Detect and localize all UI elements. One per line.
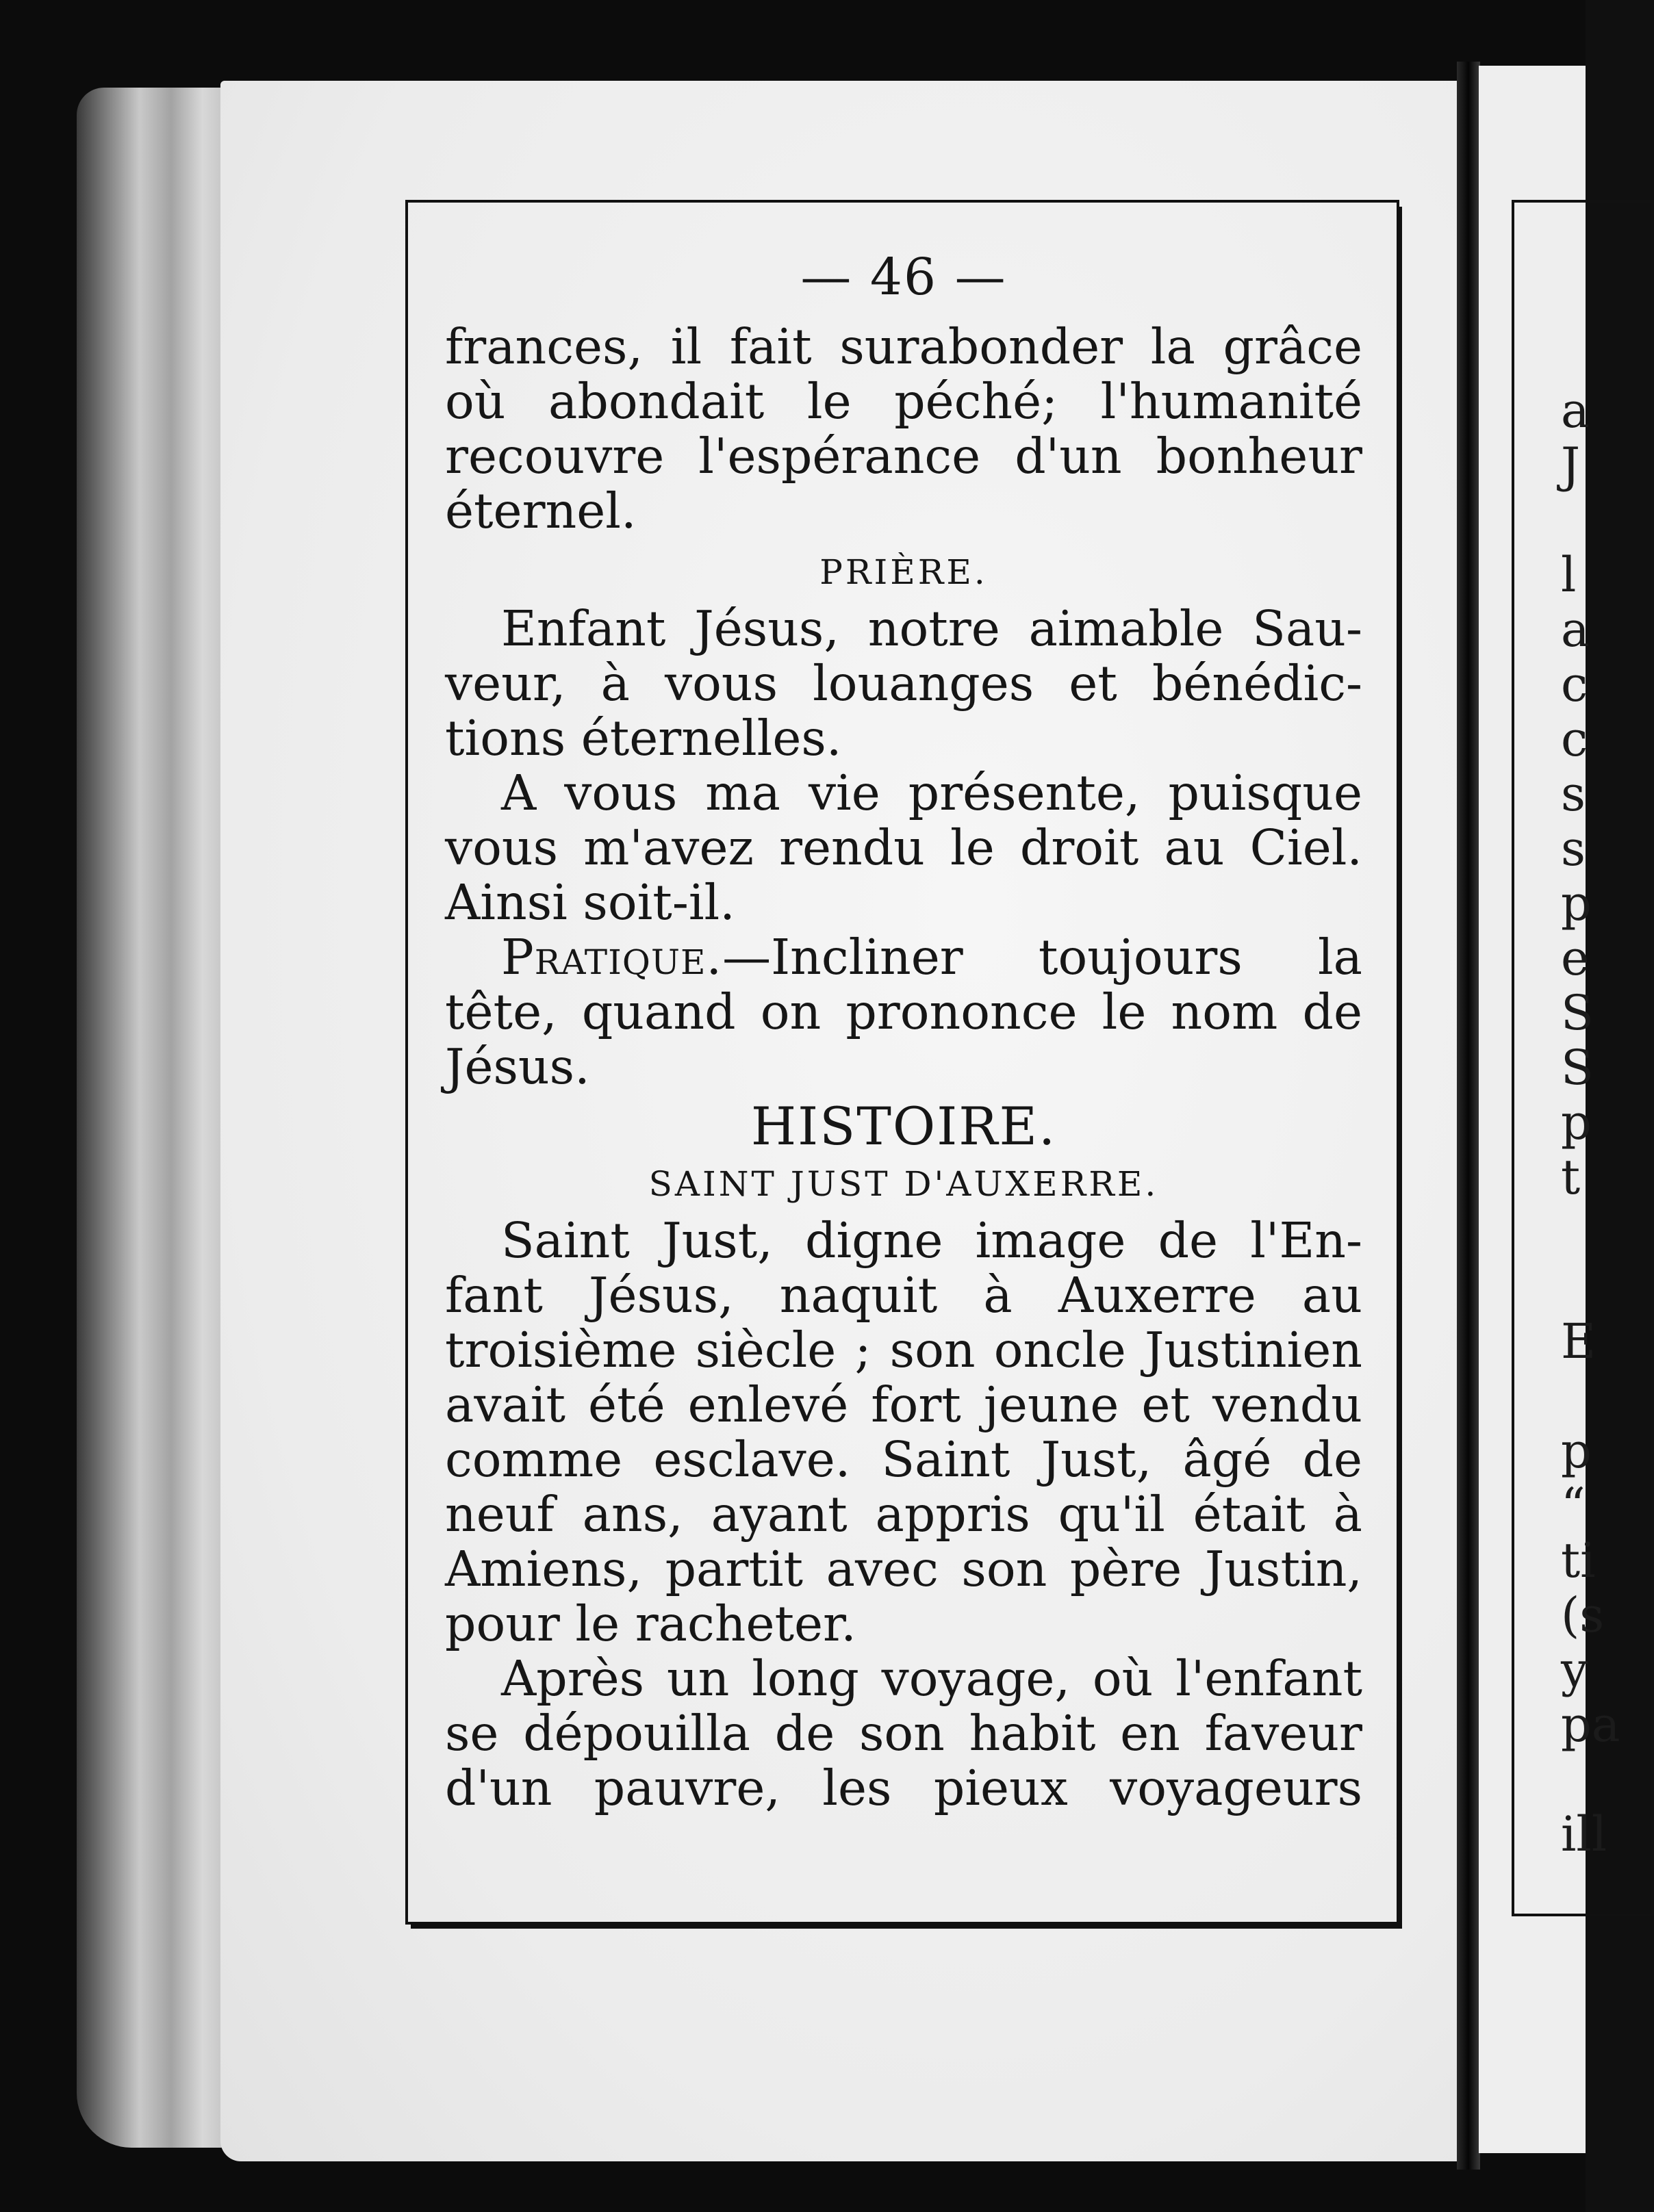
- fragment: s: [1561, 821, 1586, 877]
- heading-histoire: HISTOIRE.: [750, 1096, 1057, 1157]
- fragment: y: [1561, 1642, 1588, 1698]
- text-line: recouvre l'espérance d'un bonheur: [445, 428, 1362, 485]
- fragment: [1561, 493, 1588, 548]
- page-text: [445, 250, 1362, 1816]
- text-line: Saint Just, digne image de l'En-: [501, 1212, 1362, 1269]
- text-line: Enfant Jésus, notre aimable Sau-: [501, 600, 1362, 657]
- text-line: vous m'avez rendu le droit au Ciel.: [445, 819, 1362, 876]
- text-line: éternel.: [445, 483, 637, 539]
- fragment: t: [1561, 1149, 1581, 1205]
- text-line: frances, il fait surabonder la grâce: [445, 318, 1362, 375]
- fragment: a: [1561, 602, 1590, 658]
- fragment: l: [1561, 547, 1577, 603]
- text-line: comme esclave. Saint Just, âgé de: [445, 1431, 1362, 1488]
- fragment: J: [1561, 437, 1581, 493]
- priere-paragraph-1: [445, 602, 1362, 766]
- fragment: p: [1561, 875, 1592, 931]
- fragment: c: [1561, 656, 1588, 712]
- pratique-paragraph: [445, 930, 1362, 1094]
- text-line: [445, 930, 1362, 985]
- heading-priere: PRIÈRE.: [819, 552, 988, 592]
- pratique-text: —Incliner toujours la: [722, 929, 1362, 986]
- book-page-edges: [77, 88, 234, 2148]
- histoire-paragraph-1: [445, 1213, 1362, 1651]
- histoire-paragraph-2: [445, 1651, 1362, 1816]
- page-number: — 46 —: [800, 248, 1007, 307]
- text-line: Amiens, partit avec son père Justin,: [445, 1541, 1362, 1597]
- fragment: a: [1561, 383, 1590, 439]
- text-line: d'un pauvre, les pieux voyageurs: [445, 1760, 1362, 1816]
- text-line: tions éternelles.: [445, 710, 842, 767]
- fragment: [1561, 1369, 1588, 1424]
- fragment: S: [1561, 1040, 1594, 1096]
- text-line: Ainsi soit-il.: [445, 874, 735, 931]
- fragment: “: [1561, 1478, 1586, 1534]
- text-line: avait été enlevé fort jeune et vendu: [445, 1376, 1362, 1433]
- text-line: où abondait le péché; l'humanité: [445, 373, 1362, 430]
- text-line: fant Jésus, naquit à Auxerre au: [445, 1267, 1362, 1324]
- text-line: Jésus.: [445, 1038, 590, 1095]
- text-line: A vous ma vie présente, puisque: [501, 764, 1362, 821]
- fragment: [1561, 1752, 1588, 1807]
- fragment: pa: [1561, 1697, 1620, 1753]
- paragraph-intro: [445, 320, 1362, 539]
- priere-paragraph-2: [445, 766, 1362, 930]
- fragment: ill: [1561, 1806, 1607, 1862]
- text-line: se dépouilla de son habit en faveur: [445, 1705, 1362, 1762]
- fragment: c: [1561, 711, 1588, 767]
- fragment: (s: [1561, 1587, 1605, 1643]
- book-gutter: [1457, 62, 1480, 2170]
- right-page-text-fragments: [1561, 383, 1620, 1862]
- text-line: Après un long voyage, où l'enfant: [501, 1650, 1362, 1707]
- pratique-label: Pratique.: [501, 929, 723, 986]
- fragment: [1561, 1205, 1588, 1314]
- fragment: s: [1561, 766, 1586, 822]
- heading-saint-just: SAINT JUST D'AUXERRE.: [648, 1164, 1159, 1204]
- fragment: p: [1561, 1423, 1592, 1479]
- text-line: pour le racheter.: [445, 1595, 856, 1652]
- fragment: e: [1561, 930, 1590, 986]
- fragment: E: [1561, 1313, 1596, 1369]
- fragment: S: [1561, 985, 1594, 1041]
- text-line: troisième siècle ; son oncle Justinien: [445, 1322, 1362, 1378]
- text-line: tête, quand on prononce le nom de: [445, 983, 1362, 1040]
- fragment: p: [1561, 1094, 1592, 1150]
- text-line: veur, à vous louanges et bénédic-: [445, 655, 1362, 712]
- fragment: ti: [1561, 1532, 1596, 1589]
- text-line: neuf ans, ayant appris qu'il était à: [445, 1486, 1362, 1543]
